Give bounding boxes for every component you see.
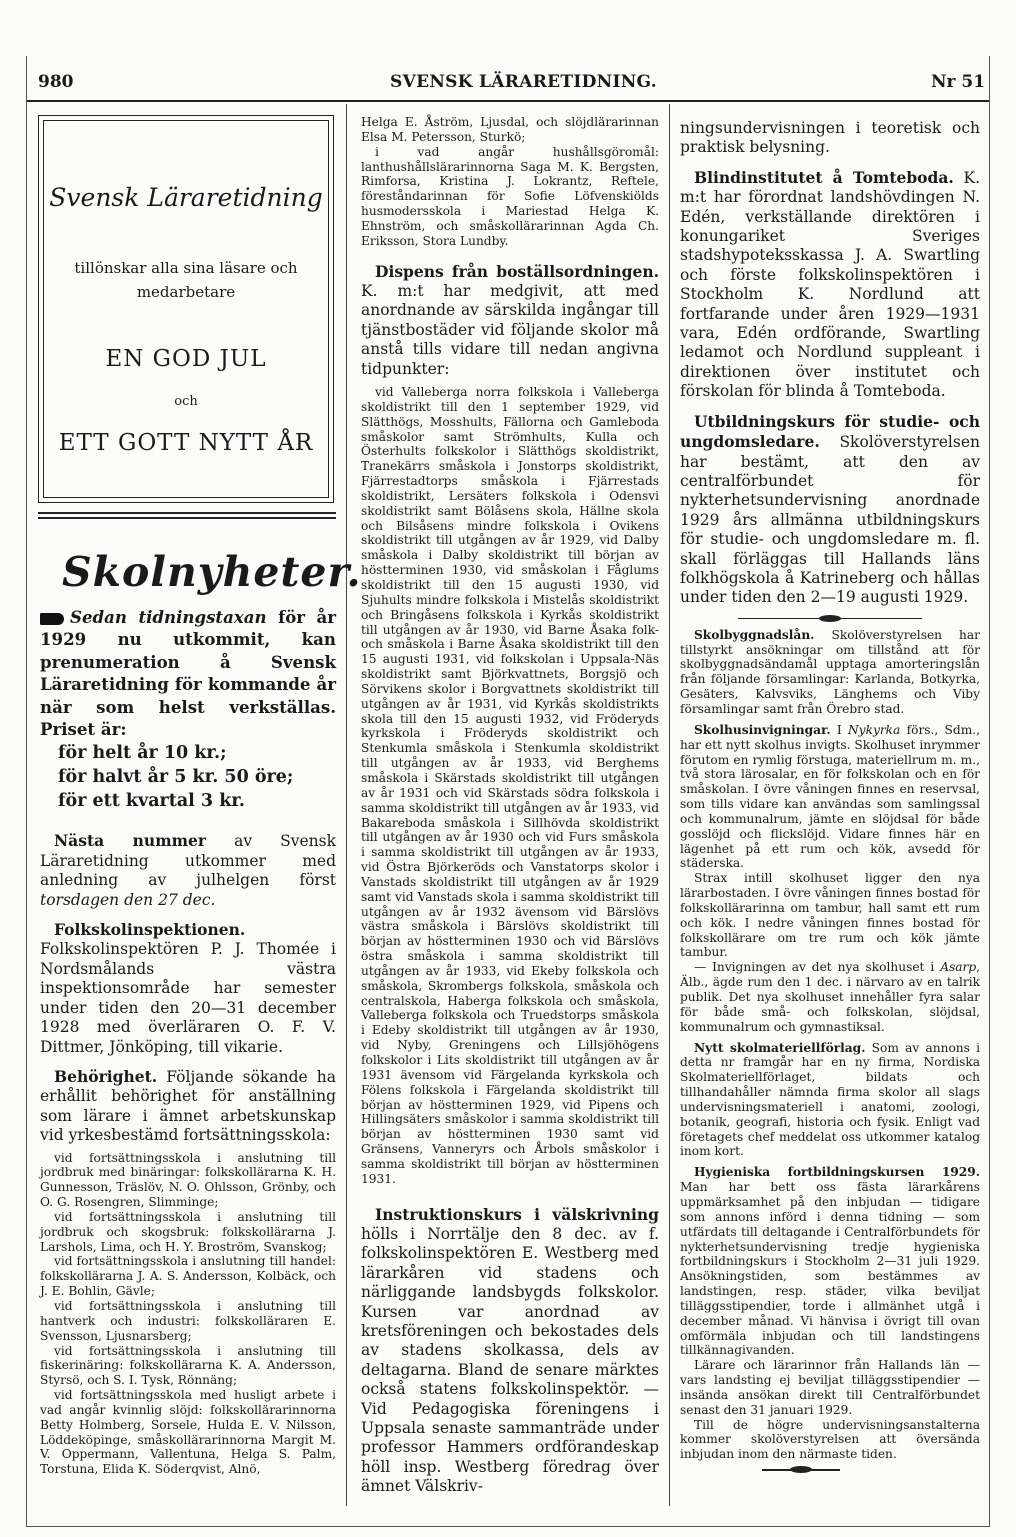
greeting-masthead: Svensk Läraretidning xyxy=(49,183,323,212)
greeting-line-1: tillönskar alla sina läsare och xyxy=(74,259,298,277)
inspection-article xyxy=(40,920,336,1057)
qualification-list xyxy=(40,1151,336,1478)
next-issue-text: av Svensk Läraretidning utkommer med anledning av julhelgen först xyxy=(40,832,336,890)
section-heading-skolnyheter: Skolnyheter. xyxy=(62,548,362,596)
qualification-heading: Behörighet. xyxy=(54,1066,158,1086)
inspection-text: Folkskolinspektören P. J. Thomée i Nordsmålands västra inspektionsområde har semester under tiden den 20—31 december 1928 med överläraren O. F. V. Dittmer, Jönköping, till vikarie. xyxy=(40,940,336,1056)
training-course-text: Skolöverstyrelsen har bestämt, att den av centralförbundet för nykterhetsundervisning anordnade 1929 års allmänna utbildningskurs för studie- och ungdomsledare m. fl. skall förläggas till Hallands läns folkhögskola å Katrineberg och hållas under tiden den 2—19 augusti 1929. xyxy=(680,433,980,607)
subscription-lead: Sedan tidningstaxan xyxy=(70,607,267,627)
list-item: vid fortsättningsskola i anslutning till handel: folkskollärarna J. A. S. Andersson, Kolbäck, och J. E. Bohlin, Gävle; xyxy=(40,1254,336,1299)
dispens-text: K. m:t har medgivit, att med anordnande av särskilda ingångar till tjänstbostäder vid följande skolor må anstå tills vidare till nedan angivna tidpunkter: xyxy=(361,282,659,378)
blind-institute-text: K. m:t har förordnat landshövdingen N. Edén, verkställande direktören i konungariket Sveriges stadshypoteksskassa J. A. Swartling och förste folkskolinspektören i Stockholm K. Nordlund att fortfarande under åren 1929—1931 vara, Edén ordförande, Swartling ledamot och Nordlund suppleant i direktionen över institutet och förskolan för blinda å Tomteboda. xyxy=(680,168,980,401)
inauguration-text: förs., Sdm., har ett nytt skolhus invigts. Skolhuset inrymmer förutom en rymlig förstuga, materiellrum m. m., två stora lärosalar, en för folkskolan och en för småskolan. I övre våningen finnes en reservsal, som tills vidare kan användas som samlingssal och kommunalrum, jämte en slöjdsal för både gosslöjd och flickslöjd. Vidare finnes här en lägenhet på ett rum och kök, avsedd för städerska. xyxy=(680,722,981,871)
list-item: vid fortsättningsskola i anslutning till fiskerinäring: folkskollärarna K. A. Andersson, Styrsö, och S. I. Tysk, Rönnäng; xyxy=(40,1343,336,1388)
dispens-heading: Dispens från boställsordningen. xyxy=(375,261,659,281)
price-full-year: för helt år 10 kr.; xyxy=(58,743,227,764)
list-item: vid fortsättningsskola med husligt arbete i vad angår kvinnlig slöjd: folkskollärarinnorna Betty Holmberg, Sorsele, Hulda E. V. Nilsson, Löddeköpinge, småskollärarinnorna Margit M. V. Oppermann, Vallentuna, Helga S. Palm, Torstuna, Elida K. Söderqvist, Alnö, xyxy=(40,1388,336,1477)
instruction-course-article xyxy=(361,1205,659,1497)
qualification-continuation: Helga E. Åström, Ljusdal, och slöjdlärarinnan Elsa M. Petersson, Sturkö; xyxy=(361,115,659,144)
building-loan-heading: Skolbyggnadslån. xyxy=(694,627,815,642)
inauguration-article: Skolhusinvigningar. I Nykyrka förs., Sdm., har ett nytt skolhus invigts. Skolhuset inrymmer förutom en rymlig förstuga, materiellrum m. m., två stora lärosalar, en för folkskolan och en för småskolan. I övre våningen finnes en reservsal, som tills vidare kan användas som samlingssal och kommunalrum, jämte en slöjdsal för både gosslöjd och flickslöjd. Vidare finnes här en lägenhet på ett rum och kök, avsedd för städerska. xyxy=(680,722,981,871)
publisher-text: Som av annons i detta nr framgår har en ny firma, Nordiska Skolmateriellförlaget, bildats och tillhandahåller nämnda firma skolor all slags undervisningsmateriell i anatomi, zoologi, botanik, geografi, historia och fysik. Enligt vad företagets chef meddelat oss utkommer katalog inom kort. xyxy=(680,1040,980,1159)
hygiene-course-article xyxy=(680,1165,980,1358)
section-separator xyxy=(680,608,980,628)
hygiene-course-halland: Lärare och lärarinnor från Hallands län — vars landsting ej beviljat tilläggsstipendier — insända ansökan direkt till Centralförbundet senast den 31 januari 1929. xyxy=(680,1358,980,1417)
teacher-housing-text: Strax intill skolhuset ligger den nya lärarbostaden. I övre våningen finnes bostad för folkskollärarinna om tambur, hall samt ett rum och kök. I nedre våningen finnes bostad för folkskollärare om tre rum och kök jämte tambur. xyxy=(680,871,980,960)
greeting-line-2: medarbetare xyxy=(136,283,236,301)
bottom-rule xyxy=(26,1526,990,1527)
end-separator xyxy=(680,1462,980,1476)
header-rule xyxy=(26,100,990,102)
instruction-course-heading: Instruktionskurs i välskrivning xyxy=(375,1204,659,1224)
blind-institute-heading: Blindinstitutet å Tomteboda. xyxy=(694,167,954,187)
qualification-article xyxy=(40,1067,336,1146)
subscription-notice xyxy=(40,606,336,740)
price-list xyxy=(40,741,336,813)
instruction-course-text: hölls i Norrtälje den 8 dec. av f. folkskolinspektören E. Westberg med lärarkåren vid stadens och närliggande landsbygds folkskolor. Kursen var anordnad av kretsföreningen och bekostades dels av stadens skolkassa, dels av deltagarna. Bland de senare märktes också statens folkskolinspektör. — Vid Pedagogiska föreningens i Uppsala senaste sammanträde under professor Hammers ordförandeskap höll insp. Westberg föredrag över ämnet Välskriv- xyxy=(361,1225,659,1496)
asarp-text-lead: — Invigningen av det nya skolhuset i xyxy=(694,960,935,975)
box-rule-2 xyxy=(38,517,336,519)
next-issue-heading: Nästa nummer xyxy=(54,831,207,851)
hygiene-course-text: Man har bett oss fästa lärarkårens uppmärksamhet på den inbjudan — tidigare som annons införd i denna tidning — som utfärdats till deltagande i Centralförbundets för nykterhetsundervisning tredje hygieniska fortbildningskurs i Stockholm 2—31 juli 1929. Ansökningstiden, som bestämmes av landstingen, resp. städer, vilka beviljat tilläggsstipendier, torde i allmänhet utgå i december månad. Vi hänvisa i övrigt till ovan omförmäla inbjudan och till landstingens tillkännagivanden. xyxy=(680,1180,980,1358)
qualification-text: Följande sökande ha erhållit behörighet för anställning som lärare i ämnet arbetskunskap vid yrkesbestämd fortsättningsskola: xyxy=(40,1067,336,1145)
list-item: vid fortsättningsskola i anslutning till hantverk och industri: folkskolläraren E. Svensson, Ljusnarsberg; xyxy=(40,1298,336,1343)
column-rule-1 xyxy=(346,104,347,1506)
column-2 xyxy=(361,115,659,1497)
pointing-hand-icon xyxy=(40,613,64,625)
page-number: 980 xyxy=(38,72,74,92)
left-border xyxy=(26,56,27,1526)
issue-number: Nr 51 xyxy=(931,72,986,92)
list-item: vid fortsättningsskola i anslutning till jordbruk med binäringar: folkskollärarna K. H. Gunnesson, Träslöv, N. O. Ohlsson, Grönby, och O. G. Rosengren, Slimminge; xyxy=(40,1150,336,1210)
greeting-conjunction: och xyxy=(174,394,198,409)
list-item: vid fortsättningsskola i anslutning till jordbruk och skogsbruk: folkskollärarna J. Larshols, Lima, och H. Y. Broström, Svanskog; xyxy=(40,1209,336,1254)
inauguration-place: Nykyrka xyxy=(848,722,901,737)
article-continuation: ningsundervisningen i teoretisk och praktisk belysning. xyxy=(680,119,980,157)
inauguration-heading: Skolhusinvigningar. xyxy=(694,722,831,737)
price-quarter: för ett kvartal 3 kr. xyxy=(58,791,246,812)
right-border xyxy=(989,56,990,1526)
blind-institute-article xyxy=(680,168,980,402)
asarp-place: Asarp xyxy=(940,960,977,975)
next-issue-notice xyxy=(40,831,336,910)
hygiene-course-higher-schools: Till de högre undervisningsanstalterna kommer skolöverstyrelsen att översända inbjudan inom den närmaste tiden. xyxy=(680,1417,980,1462)
household-qualification: i vad angår hushållsgöromål: lanthushållslärarinnorna Saga M. K. Bergsten, Rimforsa, Kristina J. Lokrantz, Reftele, föreståndarinnan för Sofie Löfvenskiölds husmodersskola i Mariestad Helga K. Ehnström, och småskollärarinnan Agda Ch. Eriksson, Stora Lundby. xyxy=(361,144,659,248)
training-course-heading: Utbildningskurs för studie- och ungdomsledare. xyxy=(680,411,980,452)
publisher-article xyxy=(680,1041,980,1160)
hygiene-course-heading: Hygieniska fortbildningskursen 1929. xyxy=(694,1165,980,1180)
column-1 xyxy=(40,606,336,1477)
publication-title: SVENSK LÄRARETIDNING. xyxy=(390,72,657,92)
asarp-inauguration xyxy=(680,960,980,1034)
asarp-text: , Älb., ägde rum den 1 dec. i närvaro av en talrik publik. Det nya skolhuset innehåller fyra salar för både små- och folkskolan, slöjdsal, kommunalrum och gymnastiksal. xyxy=(680,960,981,1034)
column-3 xyxy=(680,119,980,1476)
building-loan-text: Skolöverstyrelsen har tillstyrkt ansökningar om tillstånd att för skolbyggnadsändamål upptaga amorteringslån från följande församlingar: Karlanda, Botkyrka, Gesäters, Kalvsviks, Länghems och Viby församlingar samt från Örebro stad. xyxy=(680,627,980,716)
column-rule-2 xyxy=(669,104,670,1506)
greeting-wish-2: ETT GOTT NYTT ÅR xyxy=(58,430,314,456)
greeting-wish-1: EN GOD JUL xyxy=(105,346,267,372)
training-course-article xyxy=(680,412,980,608)
inspection-heading: Folkskolinspektionen. xyxy=(54,920,246,940)
box-rule-1 xyxy=(38,512,336,514)
dispens-article xyxy=(361,262,659,379)
holiday-greeting-box xyxy=(38,115,334,503)
building-loan-article xyxy=(680,628,980,717)
next-issue-date: torsdagen den 27 dec. xyxy=(40,890,216,909)
publisher-heading: Nytt skolmateriellförlag. xyxy=(694,1040,866,1055)
dispens-list: vid Valleberga norra folkskola i Valleberga skoldistrikt till den 1 september 1929, vid Slätthögs, Mosshults, Fällorna och Gamleboda småskolor samt Strömhults, Kulla och Österhults folkskolor i Slätthögs skoldistrikt, Tranekärrs småskola i Jonstorps skoldistrikt, Fjärrestadtorps småskola i Fjärrestads skoldistrikt, Lersäters folkskola i Odensvi skoldistrikt samt Bölåsens skola, Hällne skola och Bilsåsens mindre folkskola i Ovikens skoldistrikt till utgången av år 1929, vid Dalby småskola i Dalby skoldistrikt till början av höstterminen 1930, vid småskolan i Fåglums skoldistrikt till den 15 augusti 1930, vid Sjuhults mindre folkskola i Mistelås skoldistrikt och Bringåsens folkskola i Kyrkås skoldistrikt till utgången av år 1930, vid Barne Åsaka folk- och småskola i Barne Åsaka skoldistrikt till den 15 augusti 1931, vid folkskolan i Uppsala-Näs skoldistrikt samt Björkvattnets, Borgsjö och Sörvikens skolor i Borgvattnets skoldistrikt till utgången av år 1931, vid Kyrkås skoldistrikts skola till den 15 augusti 1932, vid Fröderyds kyrkskola i Fröderyds skoldistrikt och Stenkumla småskola i Stenkumla skoldistrikt till utgången av år 1933, vid Berghems småskola i Skärstads skoldistrikt till utgången av år 1931 och vid Skärstads södra folkskola i samma skoldistrikt till utgången av år 1933, vid Bakareboda småskola i Sillhövda skoldistrikt till utgången av år 1930 och vid Furs småskola i samma skoldistrikt till utgången av år 1933, vid Östra Björkeröds och Vanstatorps skolor i Vanstads skoldistrikt till utgången av år 1929 samt vid Vanstads skola i samma skoldistrikt till utgången av år 1932 ävensom vid Bärslövs västra småskola i Bärslövs skoldistrikt till början av höstterminen 1930 och vid Bärslövs östra småskola i samma skoldistrikt till utgången av år 1933, vid Ekeby folkskola och småskola, Skrombergs folkskola, småskola och centralskola, Haberga folkskola och småskola, Valleberga folkskola och Truedstorps småskola i Edeby skoldistrikt till utgången av år 1930, vid Nyby, Greningens och Lillsjöhögens folkskolor i Lits skoldistrikt till utgången av år 1931 ävensom vid Färgelanda kyrkskola och Fölens folkskola i Färgelanda skoldistrikt till början av höstterminen 1929, vid Pipens och Hillingsäters småskolor i samma skoldistrikt till början av höstterminen 1930 samt vid Gränsens, Vanneryrs och Årbols småskolor i samma skoldistrikt till början av höstterminen 1931. xyxy=(361,385,659,1186)
subscription-text: för år 1929 nu utkommit, kan prenumeration å Svensk Läraretidning för kommande år när som helst verkställas. Priset är: xyxy=(40,607,337,740)
price-half-year: för halvt år 5 kr. 50 öre; xyxy=(58,767,294,788)
